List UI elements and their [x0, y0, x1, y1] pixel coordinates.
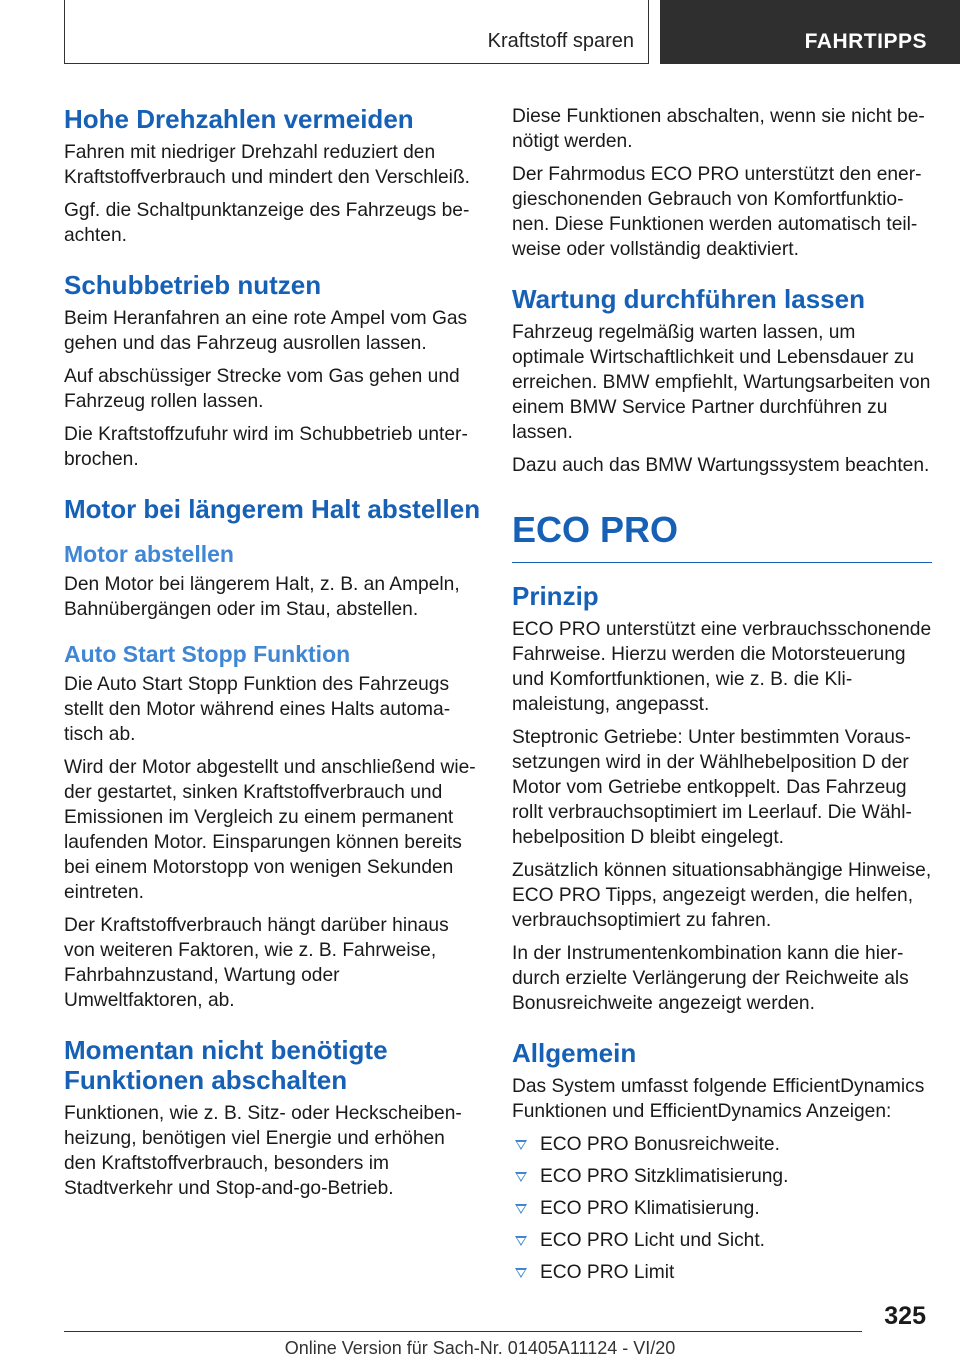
subheading-motor-abstellen: Motor abstellen: [64, 541, 234, 567]
paragraph: Steptronic Getriebe: Unter bestimmten Voraussetzungen wird in der Wählhebelposition D der Motor vom Getriebe entkoppelt. Das Fahrzeug rollt verbrauchsoptimiert im Leerlauf. Die Wählhebelposition D bleibt eingelegt.: [512, 727, 912, 848]
paragraph: Diese Funktionen abschalten, wenn sie nicht benötigt werden.: [512, 106, 925, 152]
paragraph: Den Motor bei längerem Halt, z. B. an Ampeln, Bahnübergängen oder im Stau, abstellen.: [64, 574, 460, 620]
list-item: ECO PRO Licht und Sicht.: [512, 1228, 932, 1253]
right-column: [512, 104, 932, 1292]
paragraph: Die Auto Start Stopp Funktion des Fahrzeugs stellt den Motor während eines Halts automatisch ab.: [64, 674, 451, 745]
heading-allgemein: Allgemein: [512, 1038, 637, 1068]
paragraph: Dazu auch das BMW Wartungssystem beachten.: [512, 455, 930, 476]
bullet-list: [512, 1132, 932, 1285]
triangle-bullet-icon: [515, 1204, 527, 1214]
header-section-title: Kraftstoff sparen: [487, 30, 634, 52]
list-item: ECO PRO Bonusreichweite.: [512, 1132, 932, 1157]
paragraph: ECO PRO unterstützt eine verbrauchsschonende Fahrweise. Hierzu werden die Motorsteuerung und Komfortfunktionen, wie z. B. die Klimaleistung, angepasst.: [512, 619, 932, 715]
paragraph: Die Kraftstoffzufuhr wird im Schubbetrieb unterbrochen.: [64, 424, 468, 470]
triangle-bullet-icon: [515, 1172, 527, 1182]
paragraph: Fahren mit niedriger Drehzahl reduziert den Kraftstoffverbrauch und mindert den Verschleiß.: [64, 142, 470, 188]
chapter-tab-label: FAHRTIPPS: [804, 30, 927, 53]
triangle-bullet-icon: [515, 1140, 527, 1150]
paragraph: Zusätzlich können situationsabhängige Hinweise, ECO PRO Tipps, angezeigt werden, die helfen, verbrauchsoptimiert zu fahren.: [512, 860, 932, 931]
paragraph: Wird der Motor abgestellt und anschließend wieder gestartet, sinken Kraftstoffverbrauch und Emissionen im Vergleich zu einem permanent laufenden Motor. Einsparungen können bereits bei einem Motorstopp von wenigen Sekunden eintreten.: [64, 757, 476, 903]
list-item: ECO PRO Limit: [512, 1260, 932, 1285]
list-item: ECO PRO Klimatisierung.: [512, 1196, 932, 1221]
heading-prinzip: Prinzip: [512, 581, 599, 611]
list-item: ECO PRO Sitzklimatisierung.: [512, 1164, 932, 1189]
paragraph: Fahrzeug regelmäßig warten lassen, um optimale Wirtschaftlichkeit und Lebensdauer zu erreichen. BMW empfiehlt, Wartungsarbeiten von einem BMW Service Partner durchführen zu lassen.: [512, 322, 931, 443]
paragraph: Funktionen, wie z. B. Sitz- oder Heckscheibenheizung, benötigen viel Energie und erhöhen den Kraftstoffverbrauch, besonders im Stadtverkehr und Stop-and-go-Betrieb.: [64, 1103, 462, 1199]
paragraph: In der Instrumentenkombination kann die hierdurch erzielte Verlängerung der Reichweite als Bonusreichweite angezeigt werden.: [512, 943, 909, 1014]
paragraph: Der Fahrmodus ECO PRO unterstützt den energieschonenden Gebrauch von Komfortfunktionen. Diese Funktionen werden automatisch teilweise oder vollständig deaktiviert.: [512, 164, 922, 260]
triangle-bullet-icon: [515, 1236, 527, 1246]
footer-online-version: Online Version für Sach-Nr. 01405A11124 - VI/20: [284, 1338, 676, 1358]
paragraph: Das System umfasst folgende EfficientDynamics Funktionen und EfficientDynamics Anzeigen:: [512, 1076, 925, 1122]
header-section-box: [64, 0, 649, 64]
triangle-bullet-icon: [515, 1268, 527, 1278]
paragraph: Der Kraftstoffverbrauch hängt darüber hinaus von weiteren Faktoren, wie z. B. Fahrweise, Fahrbahnzustand, Wartung oder Umweltfaktoren, ab.: [64, 915, 449, 1011]
chapter-tab: [660, 0, 960, 64]
heading-momentan: Momentan nicht benötigte Funktionen abschalten: [64, 1035, 388, 1095]
paragraph: Auf abschüssiger Strecke vom Gas gehen und Fahrzeug rollen lassen.: [64, 366, 460, 412]
paragraph: Ggf. die Schaltpunktanzeige des Fahrzeugs beachten.: [64, 200, 470, 246]
page-number: 325: [884, 1302, 926, 1330]
heading-wartung: Wartung durchführen lassen: [512, 284, 865, 314]
heading-schubbetrieb: Schubbetrieb nutzen: [64, 270, 322, 300]
footer-divider: [64, 1331, 862, 1332]
heading-drehzahlen: Hohe Drehzahlen vermeiden: [64, 104, 414, 134]
left-column: [64, 104, 482, 1209]
heading-motor-halt: Motor bei längerem Halt abstellen: [64, 494, 481, 524]
subheading-auto-start-stopp: Auto Start Stopp Funktion: [64, 641, 351, 667]
chapter-heading-eco-pro: ECO PRO: [512, 508, 932, 563]
paragraph: Beim Heranfahren an eine rote Ampel vom Gas gehen und das Fahrzeug ausrollen lassen.: [64, 308, 468, 354]
